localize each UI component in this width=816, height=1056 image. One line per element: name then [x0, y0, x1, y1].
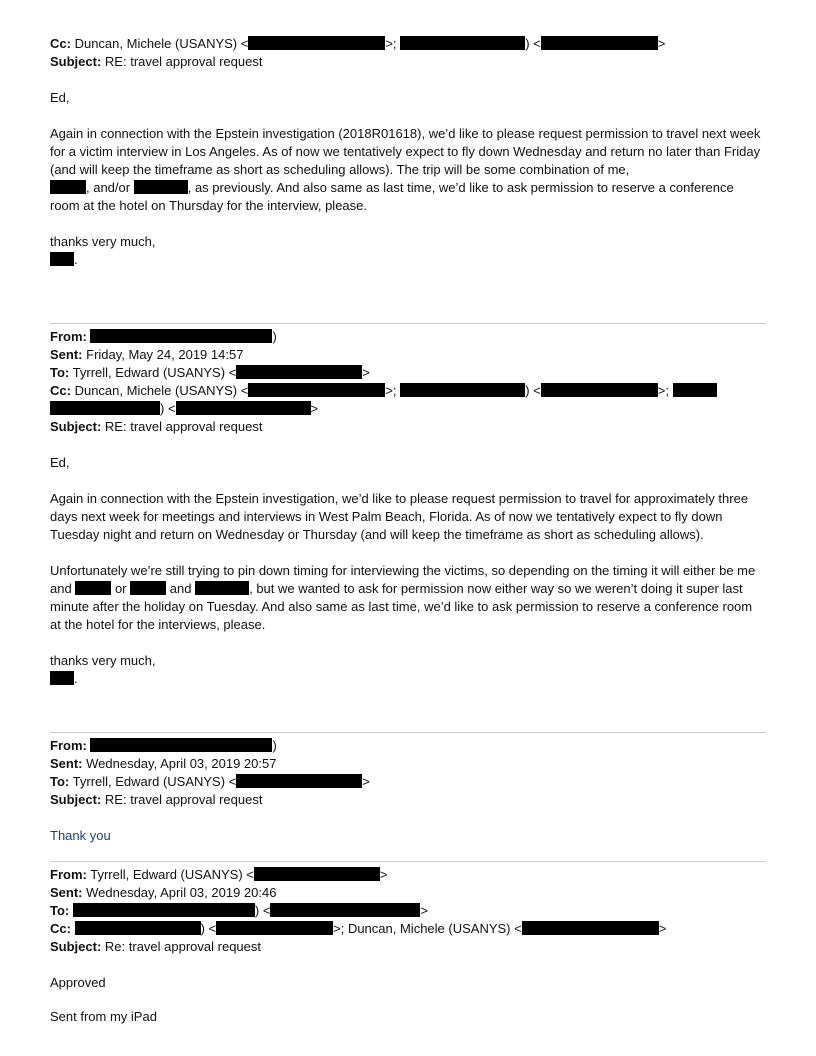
sent-date: Friday, May 24, 2019 14:57: [86, 347, 244, 362]
redaction-block: [236, 774, 362, 788]
cc-separator: >: [657, 36, 666, 51]
reply-text: Thank you: [50, 828, 111, 843]
from-label: From:: [50, 738, 87, 753]
body-paragraph: Again in connection with the Epstein investigation, we’d like to please request permission to travel for approximately three days next week for meetings and interviews in West Palm Beach, Florida. As of now we tentatively expect to fly down Tuesday night and return on Wednesday or Thursday (and will keep the timeframe as short as scheduling allows).: [50, 491, 749, 542]
signoff: thanks very much,: [50, 234, 156, 249]
sent-date: Wednesday, April 03, 2019 20:46: [86, 885, 277, 900]
signature-text: Sent from my iPad: [50, 1009, 157, 1024]
to-label: To:: [50, 774, 70, 789]
cc-text: Duncan, Michele (USANYS) <: [74, 36, 249, 51]
redaction-block: [50, 252, 74, 266]
from-label: From:: [50, 329, 87, 344]
body-paragraph: Again in connection with the Epstein investigation (2018R01618), we’d like to please request permission to travel next week for a victim interview in Los Angeles. As of now we tentatively expect to fly down Wednesday and return no later than Friday (and will keep the timeframe as short as scheduling allows). The trip will be some combination of me, , and/or , as previously. And also same as last time, we’d like to ask permission to reserve a conference room at the hotel on Thursday for the interview, please.: [50, 126, 761, 213]
redaction-block: [134, 180, 188, 194]
redaction-block: [248, 383, 385, 397]
sent-date: Wednesday, April 03, 2019 20:57: [86, 756, 277, 771]
cc-label: Cc:: [50, 36, 71, 51]
redaction-block: [90, 738, 272, 752]
sent-line: [50, 755, 766, 773]
cc-line: Cc: Duncan, Michele (USANYS) < >; ) < >;: [50, 382, 766, 400]
signature: .: [50, 251, 766, 269]
body-paragraph: Unfortunately we’re still trying to pin down timing for interviewing the victims, so depending on the timing it will either be me and or and , but we wanted to ask for permission now either way so we weren’t doing it super last minute after the holiday on Tuesday. And also same as last time, we’d like to ask permission to reserve a conference room at the hotel for the interviews, please.: [50, 563, 756, 632]
from-line: From: Tyrrell, Edward (USANYS) < >: [50, 867, 388, 882]
cc-line: Cc: ) < >; Duncan, Michele (USANYS) < >: [50, 921, 667, 936]
subject-line: Subject: RE: travel approval request: [50, 792, 263, 807]
subject-line: Subject: RE: travel approval request: [50, 419, 263, 434]
from-label: From:: [50, 867, 87, 882]
redaction-block: [75, 581, 111, 595]
to-label: To:: [50, 903, 70, 918]
from-line: From: ): [50, 738, 277, 753]
redaction-block: [50, 180, 86, 194]
redaction-block: [673, 383, 717, 397]
redaction-block: [270, 903, 420, 917]
divider: [50, 323, 766, 324]
sent-label: Sent:: [50, 885, 83, 900]
redaction-block: [50, 671, 74, 685]
signature: .: [50, 670, 766, 688]
cc-label: Cc:: [50, 921, 71, 936]
to-line: To: ) < >: [50, 903, 429, 918]
subject-text: RE: travel approval request: [104, 54, 263, 69]
email-thread: [50, 35, 766, 1026]
redaction-block: [400, 36, 525, 50]
sent-line: [50, 884, 766, 902]
divider: [50, 861, 766, 862]
redaction-block: [216, 921, 333, 935]
sent-label: Sent:: [50, 347, 83, 362]
cc-separator: ) <: [525, 36, 541, 51]
divider: [50, 732, 766, 733]
to-label: To:: [50, 365, 70, 380]
redaction-block: [90, 329, 272, 343]
to-line: To: Tyrrell, Edward (USANYS) < >: [50, 365, 370, 380]
greeting: Ed,: [50, 90, 70, 105]
subject-label: Subject:: [50, 54, 102, 69]
cc-separator: >;: [385, 36, 397, 51]
to-line: To: Tyrrell, Edward (USANYS) < >: [50, 774, 370, 789]
subject-label: Subject:: [50, 792, 102, 807]
redaction-block: [541, 383, 658, 397]
redaction-block: [195, 581, 249, 595]
redaction-block: [541, 36, 658, 50]
redaction-block: [236, 365, 362, 379]
redaction-block: [522, 921, 659, 935]
subject-label: Subject:: [50, 419, 102, 434]
cc-label: Cc:: [50, 383, 71, 398]
redaction-block: [130, 581, 166, 595]
redaction-block: [50, 401, 160, 415]
sent-label: Sent:: [50, 756, 83, 771]
redaction-block: [75, 921, 201, 935]
redaction-block: [176, 401, 311, 415]
signoff: thanks very much,: [50, 653, 156, 668]
subject-line: [50, 53, 766, 71]
sent-line: [50, 346, 766, 364]
redaction-block: [248, 36, 385, 50]
redaction-block: [254, 867, 380, 881]
subject-label: Subject:: [50, 939, 102, 954]
redaction-block: [400, 383, 525, 397]
greeting: Ed,: [50, 455, 70, 470]
redaction-block: [73, 903, 255, 917]
body-text: Approved: [50, 975, 106, 990]
cc-line-continued: ) < >: [50, 400, 766, 418]
subject-line: Subject: Re: travel approval request: [50, 939, 262, 954]
from-line: From: ): [50, 329, 277, 344]
cc-line: [50, 35, 766, 53]
